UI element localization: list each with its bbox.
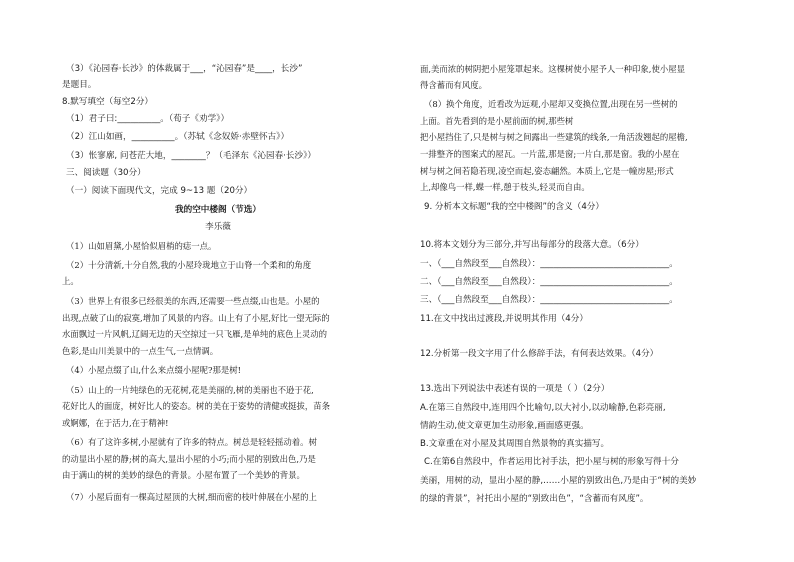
section-3-heading: 三、阅读题（30分） [66,168,146,178]
para-6-line1: （6）有了这许多树,小屋就有了许多的特点。树总是轻轻摇动着。树 [66,437,317,447]
para-5-line1: （5）山上的一片纯绿色的无花树,花是美丽的,树的美丽也不逊于花, [66,385,314,395]
q13-option-a-line1: A.在第三自然段中,连用四个比喻句,以大衬小,以动喻静,色彩亮丽, [420,403,666,413]
q8-item-3: （3）怅寥廓, 问苍茫大地，________？（毛泽东《沁园春·长沙》） [66,151,316,161]
para-8-line3: 把小屋挡住了,只是树与树之间露出一些建筑的线条,一角活泼翘起的屋檐, [420,132,688,142]
para-8-line5: 树与树之间若隐若现,凌空而起,姿态翩然。本质上,它是一幢房屋;形式 [420,166,674,176]
q13: 13.选出下列说法中表述有误的一项是（ ）（2分） [420,384,610,394]
q10-part-3: 三、（___自然段至___自然段）：______________________________。 [420,295,678,305]
para-8-line2: 上面。首先看到的是小屋前面的树,那些树 [420,116,574,126]
q7-3-line1: （3）《沁园春·长沙》的体裁属于___，“沁园春”是____，长沙” [66,64,303,74]
para-2-line1: （2）十分清新,十分自然,我的小屋玲珑地立于山脊一个柔和的角度 [66,260,312,270]
para-6-line3: 由于满山的树的美妙的绿色的背景。小屋布置了一个美妙的背景。 [62,470,305,480]
para-8-line4: 一排整齐的图案式的屋瓦。一片蓝,那是窗;一片白,那是窗。我的小屋在 [420,149,680,159]
reading-instruction: （一）阅读下面现代文，完成 9~13 题（20分） [66,186,253,196]
q10-part-1: 一、（___自然段至___自然段）：______________________________。 [420,259,678,269]
q11: 11.在文中找出过渡段,并说明其作用（4分） [420,314,588,324]
para-7-line3: 得含蓄而有风度。 [420,80,487,90]
para-6-line2: 的动显出小屋的静;树的高大,显出小屋的小巧;而小屋的别致出色,乃是 [62,454,316,464]
q10: 10.将本文划分为三部分,并写出每部分的段落大意。（6分） [420,240,644,250]
q8-item-2: （2）江山如画，__________。（苏轼《念奴娇·赤壁怀古》） [66,132,290,142]
q8-item-1: （1）君子曰:__________。（荀子《劝学》） [66,114,230,124]
q13-option-a-line2: 情韵生动,使文章更加生动形象,画面感更强。 [420,421,589,431]
para-8-line6: 上,却像鸟一样,蝶一样,憩于枝头,轻灵而自由。 [420,182,590,192]
para-3-line1: （3）世界上有很多已经很美的东西,还需要一些点缀,山也是。小屋的 [66,296,320,306]
q13-option-c-line1: C.在第6自然段中，作者运用比衬手法，把小屋与树的形象写得十分 [424,457,679,467]
q13-option-c-line3: 的绿的背景”，衬托出小屋的“别致出色”，“含蓄而有风度”。 [420,494,649,504]
passage-title: 我的空中楼阁（节选） [175,205,261,215]
para-2-line2: 上。 [62,276,79,286]
passage-author: 李乐薇 [205,222,231,232]
q8-heading: 8.默写填空（每空2分） [62,97,154,107]
para-4: （4）小屋点缀了山,什么来点缀小屋呢?那是树! [66,365,241,375]
para-3-line3: 水面飘过一片风帆,辽阔无边的天空掠过一只飞雁,是单纯的底色上灵动的 [62,329,327,339]
para-1: （1）山如眉黛,小屋恰似眉梢的痣一点。 [66,241,217,251]
q13-option-c-line2: 美丽，用树的动，显出小屋的静,……小屋的别致出色,乃是由于“树的美妙 [420,476,697,486]
para-3-line4: 色彩,是山川美景中的一点生气,一点情调。 [62,346,219,356]
para-7-line2: 面,美而浓的树阴把小屋笼罩起来。这棵树使小屋予人一种印象,使小屋显 [420,64,685,74]
q9: 9. 分析本文标题“我的空中楼阁”的含义（4分） [424,202,604,212]
q12: 12.分析第一段文字用了什么修辞手法，有何表达效果。（4分） [420,349,659,359]
q10-part-2: 二、（___自然段至___自然段）：______________________________。 [420,277,678,287]
para-8-line1: （8）换个角度，近看改为远观,小屋却又变换位置,出现在另一些树的 [424,99,678,109]
q7-3-line2: 是题目。 [62,80,97,90]
para-3-line2: 出现,点破了山的寂寞,增加了风景的内容。山上有了小屋,好比一望无际的 [62,313,330,323]
q13-option-b: B.文章重在对小屋及其周围自然景物的真实描写。 [420,439,610,449]
para-7-line1: （7）小屋后面有一棵高过屋顶的大树,细而密的枝叶伸展在小屋的上 [66,492,317,502]
para-5-line2: 花好比人的面庞，树好比人的姿态。树的美在于姿势的清健或挺拔，苗条 [62,401,330,411]
para-5-line3: 或婀娜，在于活力,在于精神! [62,418,169,428]
